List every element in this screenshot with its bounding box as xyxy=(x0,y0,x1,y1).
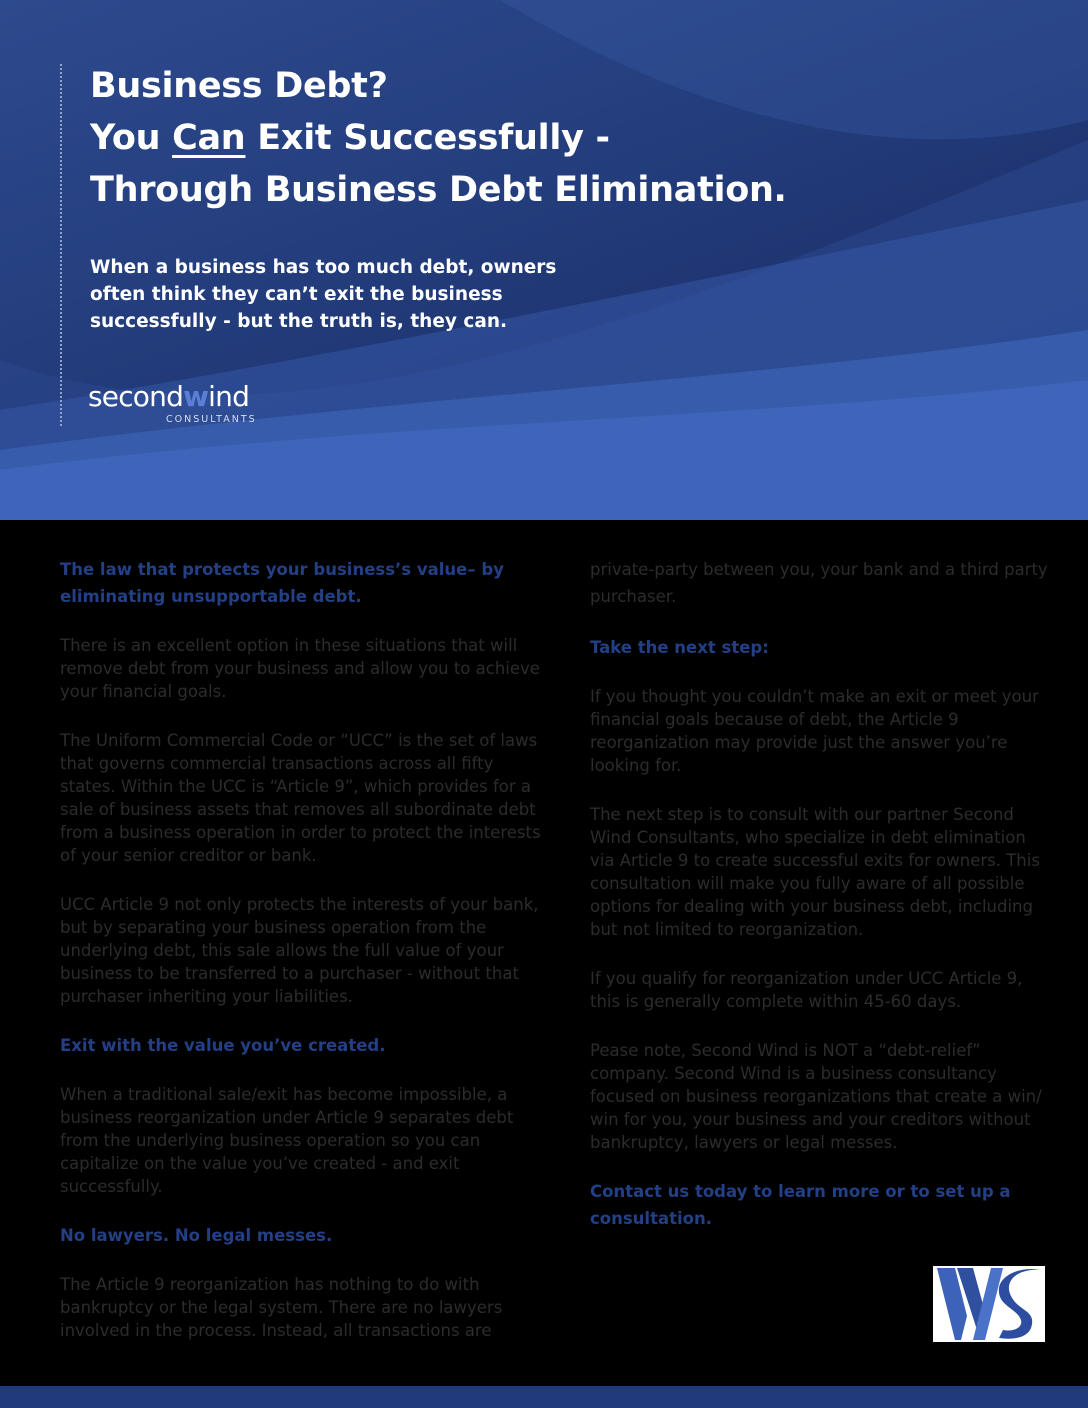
logo-word-end: ind xyxy=(208,380,250,413)
section-heading-exit: Exit with the value you’ve created. xyxy=(60,1036,386,1055)
paragraph-consult: The next step is to consult with our partner Second Wind Consultants, who specialize in debt elimination via Article 9 to create successful exits for owners. This consultation will make you fully aware of all possible options for dealing with your business debt, including but not limited to reorganization. xyxy=(590,805,1040,939)
sw-monogram-icon xyxy=(933,1266,1045,1342)
page-title xyxy=(90,60,990,216)
section-heading-no-lawyers: No lawyers. No legal messes. xyxy=(60,1226,333,1245)
title-line-3: Through Business Debt Elimination. xyxy=(90,170,787,210)
section-heading-next-step: Take the next step: xyxy=(590,638,769,657)
vertical-dotted-rule xyxy=(60,64,62,426)
title-line-2 xyxy=(90,112,990,164)
title-line-1: Business Debt? xyxy=(90,66,388,106)
paragraph-article9: UCC Article 9 not only protects the interests of your bank, but by separating your business operation from the underlying debt, this sale allows the full value of your business to be transferred to a purchaser - without that purchaser inheriting your liabilities. xyxy=(60,895,539,1006)
title-line-2-end: Exit Successfully - xyxy=(245,118,610,158)
title-line-2-start: You xyxy=(90,118,173,158)
paragraph-option: There is an excellent option in these situations that will remove debt from your business and allow you to achieve your financial goals. xyxy=(60,636,540,701)
logo-wordmark xyxy=(88,380,249,414)
call-to-action: Contact us today to learn more or to set up a consultation. xyxy=(590,1182,1011,1228)
section-heading-law: The law that protects your business’s value– by eliminating unsupportable debt. xyxy=(60,560,504,606)
second-wind-logo xyxy=(88,380,278,428)
paragraph-note: Pease note, Second Wind is NOT a “debt-relief” company. Second Wind is a business consultancy focused on business reorganizations that create a win/ win for you, your business and your creditors without bankruptcy, lawyers or legal messes. xyxy=(590,1041,1042,1152)
paragraph-no-bankruptcy: The Article 9 reorganization has nothing to do with bankruptcy or the legal system. There are no lawyers involved in the process. Instead, all transactions are xyxy=(60,1275,503,1340)
paragraph-traditional-sale: When a traditional sale/exit has become impossible, a business reorganization under Article 9 separates debt from the underlying business operation so you can capitalize on the value you’ve created - and exit successfully. xyxy=(60,1085,514,1196)
title-emphasis: Can xyxy=(172,118,246,158)
logo-subtitle: CONSULTANTS xyxy=(166,414,257,425)
left-column xyxy=(60,556,550,1342)
intro-text: When a business has too much debt, owners often think they can’t exit the business successfully - but the truth is, they can. xyxy=(90,257,557,332)
paragraph-qualify: If you qualify for reorganization under UCC Article 9, this is generally complete within 45-60 days. xyxy=(590,969,1023,1011)
paragraph-ucc: The Uniform Commercial Code or “UCC” is the set of laws that governs commercial transactions across all fifty states. Within the UCC is “Article 9”, which provides for a sale of business assets that removes all subordinate debt from a business operation in order to protect the interests of your senior creditor or bank. xyxy=(60,731,541,865)
paragraph-private-party: private-party between you, your bank and a third party purchaser. xyxy=(590,560,1048,606)
logo-w-mark: w xyxy=(183,380,209,413)
footer-bar xyxy=(0,1386,1088,1408)
right-column xyxy=(590,556,1050,1232)
hero-banner xyxy=(0,0,1088,520)
logo-word-start: second xyxy=(88,380,184,413)
sw-monogram-graphic xyxy=(933,1266,1045,1342)
paragraph-thought: If you thought you couldn’t make an exit or meet your financial goals because of debt, the Article 9 reorganization may provide just the answer you’re looking for. xyxy=(590,687,1039,775)
